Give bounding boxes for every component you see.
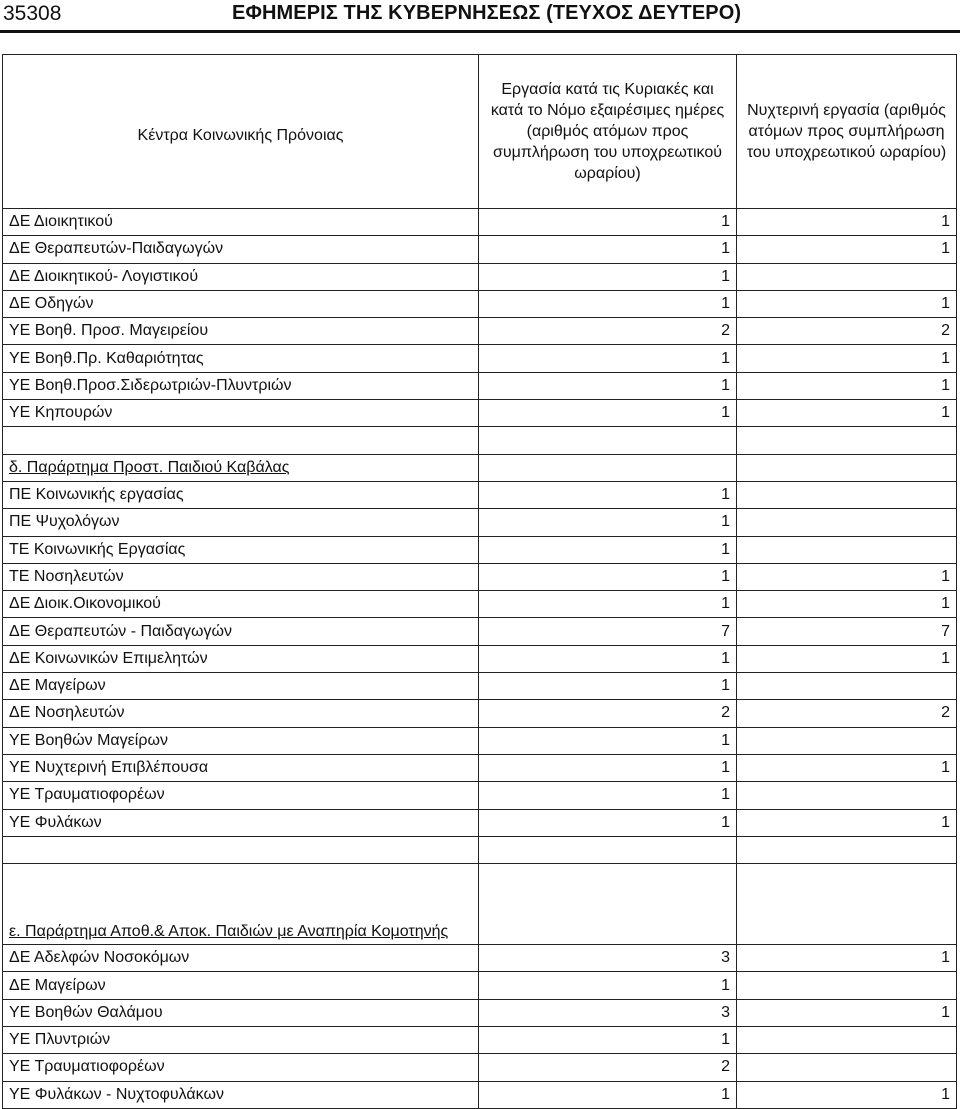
section-e-header-empty-cell — [737, 864, 957, 945]
section-e-staff-night-count — [737, 1027, 957, 1054]
section-d-staff-night-count: 7 — [737, 618, 957, 645]
section-d-staff-row — [3, 509, 957, 536]
section-d-staff-night-count: 1 — [737, 591, 957, 618]
staff-label: ΔΕ Διοικητικού — [3, 209, 479, 236]
section-d-staff-sundays-count: 7 — [479, 618, 737, 645]
staff-sundays-count: 1 — [479, 400, 737, 427]
section-d-staff-label: ΥΕ Βοηθών Μαγείρων — [3, 727, 479, 754]
spacer-row — [3, 427, 957, 454]
page-number: 35308 — [3, 2, 62, 25]
journal-title: ΕΦΗΜΕΡΙΣ ΤΗΣ ΚΥΒΕΡΝΗΣΕΩΣ (ΤΕΥΧΟΣ ΔΕΥΤΕΡΟ) — [232, 2, 742, 24]
section-d-staff-label: ΔΕ Διοικ.Οικονομικού — [3, 591, 479, 618]
section-e-staff-label: ΥΕ Τραυματιοφορέων — [3, 1054, 479, 1081]
section-d-staff-night-count: 1 — [737, 645, 957, 672]
section-d-staff-sundays-count: 1 — [479, 591, 737, 618]
header-rule — [0, 30, 960, 33]
staff-row — [3, 290, 957, 317]
section-d-staff-label: ΔΕ Κοινωνικών Επιμελητών — [3, 645, 479, 672]
section-d-staff-row — [3, 563, 957, 590]
section-d-staff-row — [3, 782, 957, 809]
header-sundays: Εργασία κατά τις Κυριακές και κατά το Νόμο εξαιρέσιμες ημέρες (αριθμός ατόμων προς συμπλήρωση του υποχρεωτικού ωραρίου) — [479, 55, 737, 209]
spacer-row-cell — [3, 836, 479, 863]
spacer-row-cell — [479, 836, 737, 863]
staff-night-count: 1 — [737, 236, 957, 263]
section-e-staff-row — [3, 1054, 957, 1081]
section-d-header — [3, 454, 957, 481]
section-d-staff-sundays-count: 1 — [479, 645, 737, 672]
spacer-row-cell — [479, 427, 737, 454]
section-d-staff-night-count: 1 — [737, 754, 957, 781]
section-e-staff-sundays-count: 3 — [479, 945, 737, 972]
section-e-header — [3, 864, 957, 945]
staff-row — [3, 400, 957, 427]
staff-night-count: 1 — [737, 400, 957, 427]
staff-row — [3, 318, 957, 345]
section-d-staff-sundays-count: 1 — [479, 809, 737, 836]
section-e-staff-night-count — [737, 1054, 957, 1081]
staff-label: ΥΕ Βοηθ.Προσ.Σιδερωτριών-Πλυντριών — [3, 372, 479, 399]
section-d-staff-row — [3, 536, 957, 563]
section-e-header-empty-cell — [479, 864, 737, 945]
staff-night-count: 2 — [737, 318, 957, 345]
section-d-staff-label: ΥΕ Φυλάκων — [3, 809, 479, 836]
section-e-staff-label: ΔΕ Μαγείρων — [3, 972, 479, 999]
section-d-staff-row — [3, 591, 957, 618]
section-d-staff-sundays-count: 1 — [479, 673, 737, 700]
section-d-staff-night-count — [737, 481, 957, 508]
spacer-row — [3, 836, 957, 863]
section-e-header-title-text: ε. Παράρτημα Αποθ.& Αποκ. Παιδιών με Αναπηρία Κομοτηνής — [9, 923, 449, 941]
section-d-staff-night-count: 1 — [737, 563, 957, 590]
section-e-staff-night-count: 1 — [737, 999, 957, 1026]
staff-sundays-count: 1 — [479, 345, 737, 372]
section-e-staff-label: ΔΕ Αδελφών Νοσοκόμων — [3, 945, 479, 972]
spacer-row-cell — [737, 836, 957, 863]
section-e-staff-night-count: 1 — [737, 945, 957, 972]
section-e-staff-row — [3, 999, 957, 1026]
section-d-header-empty-cell — [737, 454, 957, 481]
staff-row — [3, 345, 957, 372]
section-e-staff-row — [3, 972, 957, 999]
section-d-staff-sundays-count: 1 — [479, 727, 737, 754]
section-e-staff-row — [3, 1027, 957, 1054]
section-d-staff-night-count — [737, 782, 957, 809]
section-d-staff-label: ΠΕ Κοινωνικής εργασίας — [3, 481, 479, 508]
section-e-staff-label: ΥΕ Βοηθών Θαλάμου — [3, 999, 479, 1026]
section-d-staff-label: ΤΕ Νοσηλευτών — [3, 563, 479, 590]
section-d-staff-sundays-count: 1 — [479, 782, 737, 809]
staff-label: ΥΕ Κηπουρών — [3, 400, 479, 427]
section-e-staff-night-count: 1 — [737, 1081, 957, 1108]
section-d-staff-label: ΔΕ Μαγείρων — [3, 673, 479, 700]
staff-sundays-count: 1 — [479, 236, 737, 263]
header-night: Νυχτερινή εργασία (αριθμός ατόμων προς συμπλήρωση του υποχρεωτικού ωραρίου) — [737, 55, 957, 209]
staff-row — [3, 372, 957, 399]
section-d-staff-row — [3, 700, 957, 727]
section-d-staff-row — [3, 809, 957, 836]
staff-night-count — [737, 263, 957, 290]
section-d-staff-night-count — [737, 673, 957, 700]
staffing-table-body — [3, 55, 957, 1109]
staff-label: ΔΕ Διοικητικού- Λογιστικού — [3, 263, 479, 290]
staff-sundays-count: 1 — [479, 263, 737, 290]
section-d-header-empty-cell — [479, 454, 737, 481]
staff-row — [3, 236, 957, 263]
section-e-staff-label: ΥΕ Πλυντριών — [3, 1027, 479, 1054]
spacer-row-cell — [3, 427, 479, 454]
section-e-staff-label: ΥΕ Φυλάκων - Νυχτοφυλάκων — [3, 1081, 479, 1108]
staff-night-count: 1 — [737, 345, 957, 372]
section-e-staff-row — [3, 1081, 957, 1108]
staff-row — [3, 263, 957, 290]
section-d-staff-label: ΔΕ Θεραπευτών - Παιδαγωγών — [3, 618, 479, 645]
section-d-staff-sundays-count: 1 — [479, 509, 737, 536]
section-e-staff-row — [3, 945, 957, 972]
staff-night-count: 1 — [737, 290, 957, 317]
section-d-staff-row — [3, 481, 957, 508]
table-header-row — [3, 55, 957, 209]
section-e-staff-sundays-count: 1 — [479, 1081, 737, 1108]
staff-sundays-count: 2 — [479, 318, 737, 345]
section-d-staff-night-count — [737, 536, 957, 563]
section-d-staff-label: ΥΕ Τραυματιοφορέων — [3, 782, 479, 809]
section-d-staff-row — [3, 727, 957, 754]
section-e-staff-sundays-count: 1 — [479, 972, 737, 999]
section-d-staff-row — [3, 645, 957, 672]
section-e-staff-sundays-count: 3 — [479, 999, 737, 1026]
staff-label: ΔΕ Οδηγών — [3, 290, 479, 317]
section-d-staff-row — [3, 673, 957, 700]
section-d-staff-sundays-count: 1 — [479, 536, 737, 563]
section-d-staff-row — [3, 618, 957, 645]
section-d-staff-night-count — [737, 509, 957, 536]
section-d-staff-night-count: 1 — [737, 809, 957, 836]
staff-row — [3, 209, 957, 236]
staff-night-count: 1 — [737, 209, 957, 236]
section-d-staff-night-count: 2 — [737, 700, 957, 727]
staff-night-count: 1 — [737, 372, 957, 399]
section-d-staff-label: ΠΕ Ψυχολόγων — [3, 509, 479, 536]
staff-sundays-count: 1 — [479, 290, 737, 317]
staff-sundays-count: 1 — [479, 209, 737, 236]
section-d-staff-sundays-count: 1 — [479, 563, 737, 590]
section-e-staff-night-count — [737, 972, 957, 999]
section-d-staff-sundays-count: 1 — [479, 481, 737, 508]
section-e-staff-sundays-count: 1 — [479, 1027, 737, 1054]
section-d-staff-row — [3, 754, 957, 781]
staff-label: ΔΕ Θεραπευτών-Παιδαγωγών — [3, 236, 479, 263]
page-header — [0, 0, 960, 30]
spacer-row-cell — [737, 427, 957, 454]
section-d-staff-night-count — [737, 727, 957, 754]
section-d-header-title: δ. Παράρτημα Προστ. Παιδιού Καβάλας — [3, 454, 479, 481]
section-e-header-title — [3, 864, 479, 945]
staff-label: ΥΕ Βοηθ. Προσ. Μαγειρείου — [3, 318, 479, 345]
header-centers: Κέντρα Κοινωνικής Πρόνοιας — [3, 55, 479, 209]
section-d-staff-label: ΥΕ Νυχτερινή Επιβλέπουσα — [3, 754, 479, 781]
section-d-staff-sundays-count: 1 — [479, 754, 737, 781]
staff-sundays-count: 1 — [479, 372, 737, 399]
section-d-staff-label: ΤΕ Κοινωνικής Εργασίας — [3, 536, 479, 563]
section-e-staff-sundays-count: 2 — [479, 1054, 737, 1081]
section-d-staff-sundays-count: 2 — [479, 700, 737, 727]
staffing-table — [2, 54, 957, 1109]
section-d-staff-label: ΔΕ Νοσηλευτών — [3, 700, 479, 727]
staff-label: ΥΕ Βοηθ.Πρ. Καθαριότητας — [3, 345, 479, 372]
